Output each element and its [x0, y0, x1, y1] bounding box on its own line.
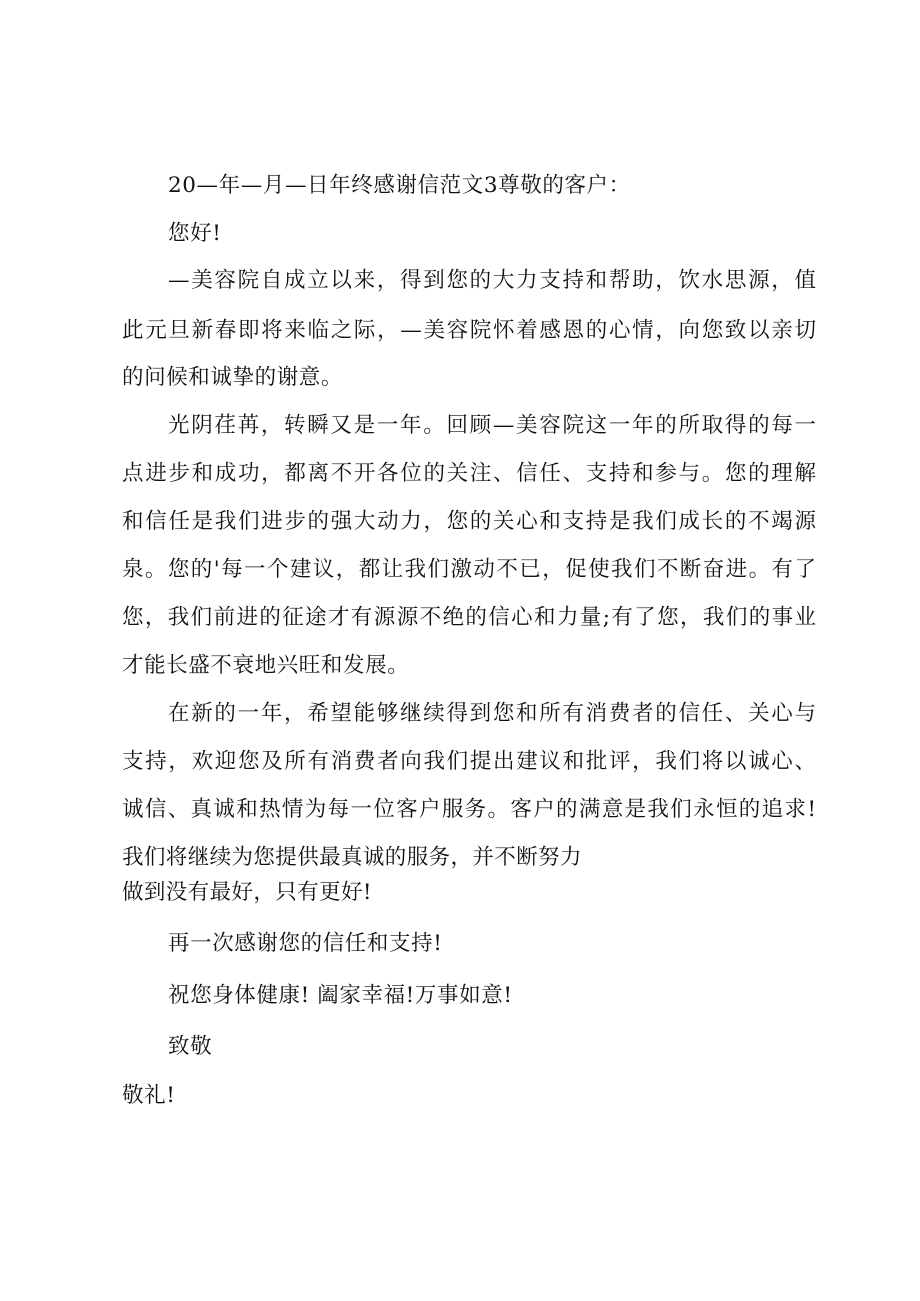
paragraph-line: 点进步和成功，都离不开各位的关注、信任、支持和参与。您的理解 [122, 461, 816, 486]
paragraph-line: 您，我们前进的征途才有源源不绝的信心和力量;有了您，我们的事业 [122, 605, 816, 630]
paragraph-line: 诚信、真诚和热情为每一位客户服务。客户的满意是我们永恒的追求! [122, 797, 816, 822]
salute: 敬礼! [122, 1083, 176, 1108]
paragraph-line: 才能长盛不衰地兴旺和发展。 [122, 653, 410, 678]
thanks-line: 再一次感谢您的信任和支持! [168, 931, 443, 956]
paragraph-line: 和信任是我们进步的强大动力，您的关心和支持是我们成长的不竭源 [122, 509, 816, 534]
letter-heading: 20—年—月—日年终感谢信范文3尊敬的客户： [168, 173, 631, 198]
paragraph-line: 在新的一年，希望能够继续得到您和所有消费者的信任、关心与 [168, 701, 816, 726]
closing: 致敬 [168, 1034, 213, 1059]
paragraph-line: 此元旦新春即将来临之际，—美容院怀着感恩的心情，向您致以亲切 [122, 318, 816, 343]
paragraph-line: —美容院自成立以来，得到您的大力支持和帮助，饮水思源，值 [168, 268, 816, 293]
greeting: 您好! [168, 221, 222, 246]
wishes-line: 祝您身体健康! 阖家幸福!万事如意! [168, 983, 513, 1008]
paragraph-line: 做到没有最好，只有更好! [122, 880, 372, 905]
paragraph-line: 泉。您的'每一个建议，都让我们激动不已，促使我们不断奋进。有了 [122, 557, 816, 582]
paragraph-line: 光阴荏苒，转瞬又是一年。回顾—美容院这一年的所取得的每一 [168, 413, 816, 438]
paragraph-line: 我们将继续为您提供最真诚的服务，并不断努力 [122, 845, 582, 870]
paragraph-line: 支持，欢迎您及所有消费者向我们提出建议和批评，我们将以诚心、 [122, 749, 816, 774]
paragraph-line: 的问候和诚挚的谢意。 [122, 365, 344, 390]
